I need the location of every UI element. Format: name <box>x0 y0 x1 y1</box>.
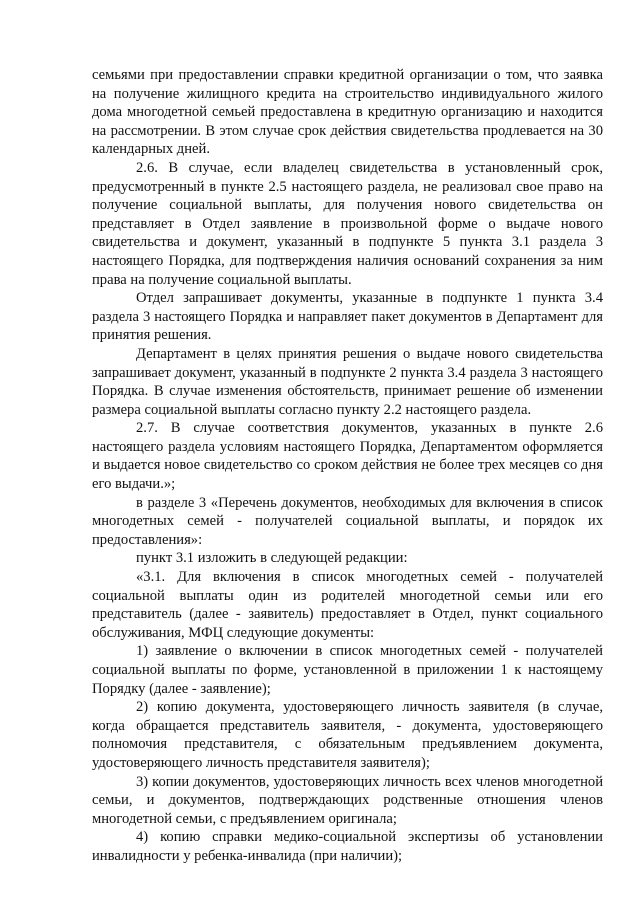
paragraph-department-decision: Департамент в целях принятия решения о выдаче нового свидетельства запрашивает документ, указанный в подпункте 2 пункта 3.4 раздела 3 настоящего Порядка. В случае изменения обстоятельств, принимает решение об изменении размера социальной выплаты согласно пункту 2.2 настоящего раздела. <box>92 345 603 418</box>
paragraph-3-1-intro: пункт 3.1 изложить в следующей редакции: <box>136 550 408 567</box>
list-item-3: 3) копии документов, удостоверяющих личность всех членов многодетной семьи, и документов, подтверждающих родственные отношения членов многодетной семьи, с предъявлением оригинала; <box>92 773 603 827</box>
paragraph-2-6: 2.6. В случае, если владелец свидетельства в установленный срок, предусмотренный в пункте 2.5 настоящего раздела, не реализовал свое право на получение социальной выплаты, для получения нового свидетельства он представляет в Отдел заявление в произвольной форме о выдаче нового свидетельства и документ, указанный в подпункте 5 пункта 3.1 раздела 3 настоящего Порядка, для подтверждения наличия оснований сохранения за ним права на получение социальной выплаты. <box>92 159 603 288</box>
paragraph-section-3: в разделе 3 «Перечень документов, необходимых для включения в список многодетных семей - получателей социальной выплаты, и порядок их предоставления»: <box>92 494 603 548</box>
document-page <box>92 66 603 866</box>
list-item-1: 1) заявление о включении в список многодетных семей - получателей социальной выплаты по форме, установленной в приложении 1 к настоящему Порядку (далее - заявление); <box>92 643 603 697</box>
paragraph-department-request: Отдел запрашивает документы, указанные в подпункте 1 пункта 3.4 раздела 3 настоящего Порядка и направляет пакет документов в Департамент для принятия решения. <box>92 290 603 344</box>
list-item-2: 2) копию документа, удостоверяющего личность заявителя (в случае, когда обращается представитель заявителя, - документа, удостоверяющего полномочия представителя, с обязательным предъявлением документа, удостоверяющего личность представителя заявителя); <box>92 699 603 771</box>
paragraph-intro-continuation: семьями при предоставлении справки кредитной организации о том, что заявка на получение жилищного кредита на строительство индивидуального жилого дома многодетной семьей предоставлена в кредитную организацию и находится на рассмотрении. В этом случае срок действия свидетельства продлевается на 30 календарных дней. <box>92 67 603 158</box>
list-item-4: 4) копию справки медико-социальной экспертизы об установлении инвалидности у ребенка-инвалида (при наличии); <box>92 829 603 864</box>
paragraph-3-1: «3.1. Для включения в список многодетных семей - получателей социальной выплаты один из родителей многодетной семьи или его представитель (далее - заявитель) предоставляет в Отдел, пункт социального обслуживания, МФЦ следующие документы: <box>92 569 603 641</box>
paragraph-2-7: 2.7. В случае соответствия документов, указанных в пункте 2.6 настоящего раздела условиям настоящего Порядка, Департаментом оформляется и выдается новое свидетельство со сроком действия не более трех месяцев со дня его выдачи.»; <box>92 420 603 493</box>
